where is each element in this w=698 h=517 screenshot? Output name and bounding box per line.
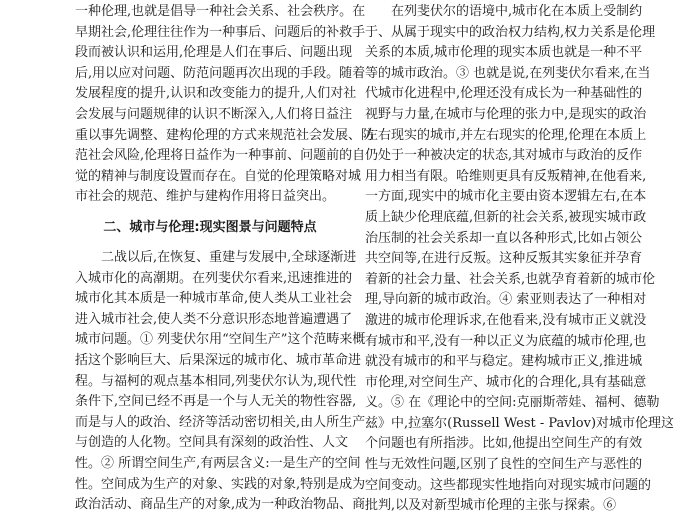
text-line: 城市问题。① 列斐伏尔用“空间生产”这个范畴来概: [75, 332, 366, 348]
text-line: 觉的精神与制度设置而存在。自觉的伦理策略对城: [75, 168, 362, 184]
text-line: 段而被认识和运用,伦理是人们在事后、问题出现: [75, 45, 353, 61]
text-line: 政治活动、商品生产的对象,成为一种政治物品、商: [75, 497, 366, 513]
text-line: 视野与力量,在城市与伦理的张力中,是现实的政治: [365, 106, 647, 122]
text-line: 性。② 所谓空间生产,有两层含义:一是生产的空间: [75, 455, 361, 471]
text-line: 兹》中,拉塞尔(Russell West - Pavlov)对城市伦理这: [365, 415, 675, 431]
text-line: 在列斐伏尔的语境中,城市化在本质上受制约: [391, 4, 643, 19]
left-column-paragraph-2: [75, 248, 366, 516]
text-line: 代城市化进程中,伦理还没有成长为一种基础性的: [365, 86, 643, 102]
text-line: 治压制的社会关系却一直以各种形式,比如占领公: [365, 230, 643, 246]
text-line: 性与无效性问题,区别了良性的空间生产与恶性的: [365, 457, 643, 473]
text-line: 一种伦理,也就是倡导一种社会关系、社会秩序。在: [75, 4, 366, 19]
left-column-paragraph-1: [75, 2, 375, 208]
text-line: 用力相当有限。哈维则更具有反叛精神,在他看来,: [365, 168, 647, 184]
right-column-paragraph-1: [365, 2, 675, 517]
text-line: 批判,以及对新型城市伦理的主张与探索。⑥: [365, 498, 617, 514]
text-line: 与创造的人化物。空间具有深刻的政治性、人文: [75, 435, 349, 451]
text-line: 进入城市社会,使人类不分意识形态地普遍遭遇了: [75, 311, 353, 327]
text-line: 市伦理,对空间生产、城市化的合理化,具有基础意: [365, 374, 647, 390]
text-line: 范社会风险,伦理将日益作为一种事前、问题前的自: [75, 148, 366, 164]
text-line: 发展程度的提升,认识和改变能力的提升,人们对社: [75, 86, 357, 102]
text-line: 仍处于一种被决定的状态,其对城市与政治的反作: [365, 148, 643, 164]
text-line: 性。空间成为生产的对象、实践的对象,特别是成为: [75, 476, 366, 492]
text-line: 个问题也有所指涉。比如,他提出空间生产的有效: [365, 436, 643, 452]
text-line: 等的城市政治。③ 也就是说,在列斐伏尔看来,在当: [365, 65, 651, 81]
text-line: 会发展与问题规律的认识不断深入,人们将日益注: [75, 106, 353, 122]
section-heading: 二、城市与伦理:现实图景与问题特点: [103, 220, 317, 235]
text-line: 程。与福柯的观点基本相同,列斐伏尔认为,现代性: [75, 373, 357, 389]
text-line: 空间变动。这些都现实性地指向对现实城市问题的: [365, 477, 652, 493]
text-line: 激进的城市伦理诉求,在他看来,没有城市正义就没: [365, 312, 647, 328]
text-line: 二战以后,在恢复、重建与发展中,全球逐渐进: [101, 250, 357, 265]
text-line: 后,用以应对问题、防范问题再次出现的手段。随着: [75, 65, 366, 81]
text-line: 条件下,空间已经不再是一个与人无关的物性容器,: [75, 394, 357, 410]
text-line: 括这个影响巨大、后果深远的城市化、城市革命进: [75, 352, 362, 368]
text-line: 左右现实的城市,并左右现实的伦理,伦理在本质上: [365, 127, 647, 143]
text-line: 而是与人的政治、经济等活动密切相关,由人所生产: [75, 414, 366, 430]
text-line: 关系的本质,城市伦理的现实本质也就是一种不平: [365, 45, 643, 61]
text-line: 入城市化的高潮期。在列斐伏尔看来,迅速推进的: [75, 270, 353, 286]
text-line: 着新的社会力量、社会关系,也就孕育着新的城市伦: [365, 271, 656, 287]
text-line: 理,导向新的城市政治。④ 索亚则表达了一种相对: [365, 292, 647, 308]
text-line: 重以事先调整、建构伦理的方式来规范社会发展、防: [75, 127, 375, 143]
text-line: 一方面,现实中的城市化主要由资本逻辑左右,在本: [365, 189, 647, 205]
text-line: 城市化其本质是一种城市革命,使人类从工业社会: [75, 291, 353, 307]
text-line: 于、从属于现实中的政治权力结构,权力关系是伦理: [365, 24, 656, 40]
text-line: 早期社会,伦理往往作为一种事后、问题后的补救手: [75, 24, 366, 40]
text-line: 义。⑤ 在《理论中的空间:克丽斯蒂娃、福柯、德勒: [365, 395, 660, 411]
text-line: 共空间等,在进行反叛。这种反叛其实象征并孕育: [365, 251, 643, 267]
text-line: 质上缺少伦理底蕴,但新的社会关系,被现实城市政: [365, 209, 647, 225]
text-line: 有城市和平,没有一种以正义为底蕴的城市伦理,也: [365, 333, 647, 349]
text-line: 市社会的规范、维护与建构作用将日益突出。: [75, 189, 336, 205]
text-line: 就没有城市的和平与稳定。建构城市正义,推进城: [365, 354, 643, 370]
